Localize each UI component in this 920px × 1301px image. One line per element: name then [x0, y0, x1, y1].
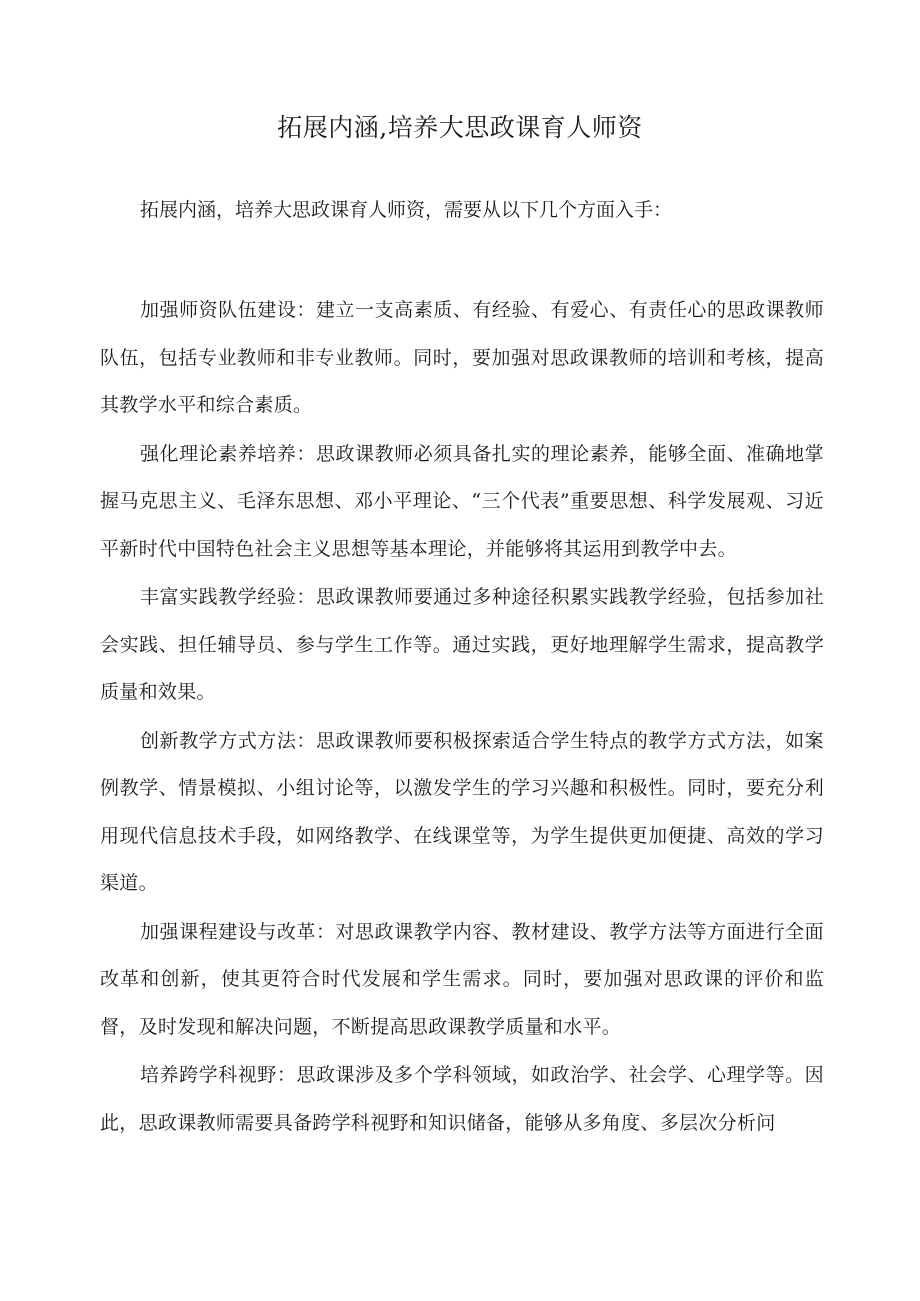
paragraph-teacher-team: 加强师资队伍建设：建立一支高素质、有经验、有爱心、有责任心的思政课教师队伍，包括专业教师和非专业教师。同时，要加强对思政课教师的培训和考核，提高其教学水平和综合素质。	[100, 299, 824, 416]
paragraph-interdisciplinary: 培养跨学科视野：思政课涉及多个学科领域，如政治学、社会学、心理学等。因此，思政课教师需要具备跨学科视野和知识储备，能够从多角度、多层次分析问	[100, 1064, 824, 1134]
intro-paragraph: 拓展内涵，培养大思政课育人师资，需要从以下几个方面入手：	[140, 199, 673, 221]
paragraph-theory-literacy: 强化理论素养培养：思政课教师必须具备扎实的理论素养，能够全面、准确地掌握马克思主义、毛泽东思想、邓小平理论、“三个代表”重要思想、科学发展观、习近平新时代中国特色社会主义思想等基本理论，并能够将其运用到教学中去。	[100, 442, 824, 560]
document-title: 拓展内涵,培养大思政课育人师资	[277, 113, 643, 142]
body-text	[100, 287, 824, 1148]
paragraph-teaching-methods: 创新教学方式方法：思政课教师要积极探索适合学生特点的教学方式方法，如案例教学、情景模拟、小组讨论等，以激发学生的学习兴趣和积极性。同时，要充分利用现代信息技术手段，如网络教学、在线课堂等，为学生提供更加便捷、高效的学习渠道。	[100, 729, 824, 894]
paragraph-practice-experience: 丰富实践教学经验：思政课教师要通过多种途径积累实践教学经验，包括参加社会实践、担任辅导员、参与学生工作等。通过实践，更好地理解学生需求，提高教学质量和效果。	[100, 586, 824, 703]
paragraph-curriculum-reform: 加强课程建设与改革：对思政课教学内容、教材建设、教学方法等方面进行全面改革和创新，使其更符合时代发展和学生需求。同时，要加强对思政课的评价和监督，及时发现和解决问题，不断提高思政课教学质量和水平。	[100, 920, 824, 1038]
